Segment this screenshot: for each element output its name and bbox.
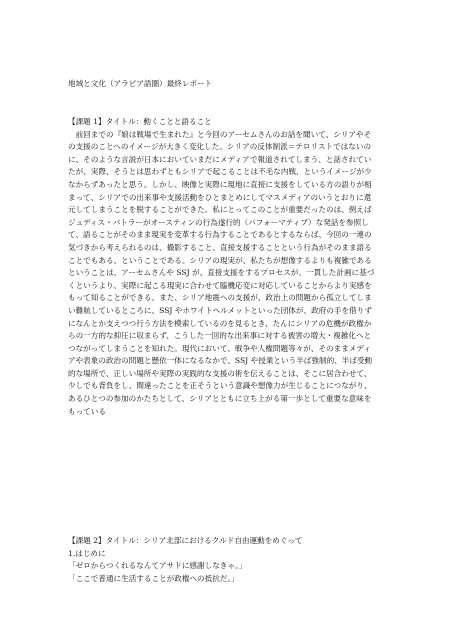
quote-line: 「ここで普通に生活することが政権への抵抗だ。」 — [68, 573, 239, 583]
paragraph-line: らの一方的な抑圧に収まらず、こうした一回的な出来事に対する被害の増大・複雑化へと — [68, 331, 372, 341]
section-2-body — [68, 548, 408, 586]
paragraph-line: もっている — [68, 406, 106, 416]
paragraph-line: になんとか支えつつ行う方法を模索しているのを見るとき、たんにシリアの危機が政権か — [68, 318, 372, 328]
paragraph-line: たが、実際、そうとは思わずともシリアで起こることは不毛な内戦、というイメージが少 — [68, 167, 372, 177]
paragraph-line: アや表象の政治の問題と懸依一体になるなかで、SSJ や授業という半ば強制的、半ば受動 — [68, 356, 373, 366]
subheading-line: 1.はじめに — [68, 548, 106, 558]
paragraph-line: くというより、実際に起こる現実に合わせて臨機応変に対応していることからより実感を — [68, 280, 372, 290]
paragraph-line: 的な場所で、正しい場所や実際の実践的な支援の術を伝えることは、そこに居合わせて、 — [68, 368, 372, 378]
paragraph-line: あるひとつの参加のかたちとして、シリアとともに立ち上がる第一歩として重要な意味を — [68, 394, 372, 404]
paragraph-line: ジュディス・バトラーがオースティンの行為遂行的（パフォーマティブ）な発話を参照し — [68, 217, 369, 227]
section-assignment-2 — [68, 535, 408, 585]
paragraph-line: に、そのような言説が日本においていまだにメディアで報道されてしまう、と話されてい — [68, 154, 372, 164]
paragraph-line: もって知ることができる。また、シリア地震への支援が、政治上の問題から孤立してしま — [68, 293, 372, 303]
paragraph-line: 前回までの『娘は戦場で生まれた』と今回のアーセムさんのお話を聞いて、シリアやそ — [68, 129, 372, 139]
paragraph-line: まって、シリアでの出来事や支援活動をひとまとめにしてマスメディアのいうとおりに還 — [68, 192, 372, 202]
paragraph-line: て、語ることがそのまま現実を変革する行為することであるとするならば、今回の一連の — [68, 230, 372, 240]
section-1-body — [68, 129, 408, 419]
section-assignment-1 — [68, 116, 408, 418]
paragraph-line: ことでもある、ということである。シリアの現実が、私たちが想像するよりも複雑である — [68, 255, 372, 265]
paragraph-line: の支援のことへのイメージが大きく変化した。シリアの反体制派＝テロリストではないの — [68, 142, 372, 152]
paragraph-line: 元してしまうことを脱することができた。私にとってこのことが重要だったのは、例えば — [68, 205, 372, 215]
paragraph-line: い難航しているところに、SSJ やホワイトヘルメットといった団体が、政府の手を借りず — [68, 305, 372, 315]
paragraph-line: なからずあったと思う。しかし、映像と実際に現地に直接に支援をしている方の語りが相 — [68, 179, 372, 189]
paragraph-line: つながってしまうことを知れた。現代において、戦争や人権問題等々が、そのままメディ — [68, 343, 371, 353]
section-1-heading: 【課題 1】タイトル：動くことと語ること — [68, 117, 212, 126]
quote-line: 「ゼロからつくれるなんてアサドに感謝しなきゃ。」 — [68, 561, 247, 571]
document-title: 地域と文化（アラビア語圏）最終レポート — [68, 79, 213, 88]
section-2-heading: 【課題 2】タイトル：シリア北部におけるクルド自由運動をめぐって — [68, 536, 303, 545]
paragraph-line: 気づきから考えられるのは、撮影すること、直接支援することという行為がそのまま語る — [68, 242, 372, 252]
paragraph-line: 少しでも背負をし、間違ったことを正そうという意識や想像力が生じることにつながり、 — [68, 381, 372, 391]
paragraph-line: ということは、アーセムさんや SSJ が、直接支援をするプロセスが、一貫した計画に基づ — [68, 268, 375, 278]
